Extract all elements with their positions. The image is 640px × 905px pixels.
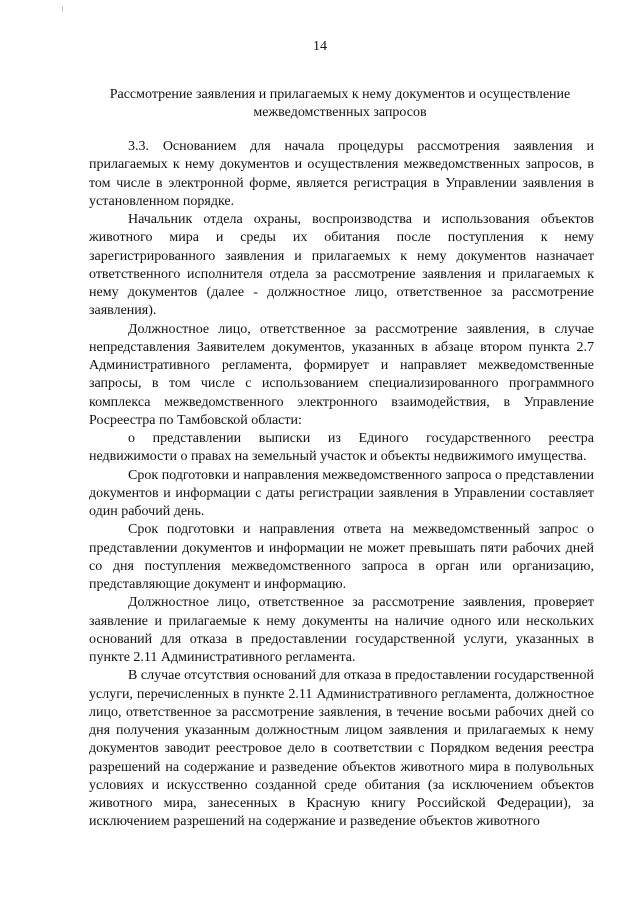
- paragraph: Должностное лицо, ответственное за рассмотрение заявления, проверяет заявление и прилагаемые к нему документы на наличие одного или нескольких оснований для отказа в предоставлении государственной услуги, указанных в пункте 2.11 Административного регламента.: [89, 595, 594, 665]
- heading-line: межведомственных запросов: [253, 105, 427, 120]
- section-heading: [80, 86, 600, 122]
- heading-line: Рассмотрение заявления и прилагаемых к нему документов и осуществление: [109, 87, 571, 102]
- paragraph: 3.3. Основанием для начала процедуры рассмотрения заявления и прилагаемых к нему документов и осуществления межведомственных запросов, в том числе в электронной форме, является регистрация в Управлении заявления в установленном порядке.: [89, 139, 594, 209]
- paragraph: Должностное лицо, ответственное за рассмотрение заявления, в случае непредставления Заявителем документов, указанных в абзаце втором пункта 2.7 Административного регламента, формирует и направляет межведомственные запросы, в том числе с использованием специализированного программного комплекса межведомственного электронного взаимодействия, в Управление Росреестра по Тамбовской области:: [89, 321, 594, 428]
- page-number: 14: [313, 39, 327, 54]
- paragraph: о представлении выписки из Единого государственного реестра недвижимости о правах на земельный участок и объекты недвижимого имущества.: [89, 431, 594, 465]
- paragraph: Начальник отдела охраны, воспроизводства и использования объектов животного мира и среды их обитания после поступления к нему зарегистрированного заявления и прилагаемых к нему документов назначает ответственного исполнителя отдела за рассмотрение заявления и прилагаемых к нему документов (далее - должностное лицо, ответственное за рассмотрение заявления).: [89, 212, 594, 319]
- paragraph: Срок подготовки и направления ответа на межведомственный запрос о представлении документов и информации не может превышать пяти рабочих дней со дня поступления межведомственного запроса в орган или организацию, представляющие документ и информацию.: [89, 522, 594, 592]
- scan-artifact: [62, 6, 63, 12]
- document-body: [89, 138, 594, 832]
- paragraph: В случае отсутствия оснований для отказа в предоставлении государственной услуги, перечисленных в пункте 2.11 Административного регламента, должностное лицо, ответственное за рассмотрение заявления, в течение восьми рабочих дней со дня получения указанным должностным лицом заявления и прилагаемых к нему документов заводит реестровое дело в соответствии с Порядком ведения реестра разрешений на содержание и разведение объектов животного мира в полувольных условиях и искусственно созданной среде обитания (за исключением объектов животного мира, занесенных в Красную книгу Российской Федерации), за исключением разрешений на содержание и разведение объектов животного: [89, 668, 594, 830]
- paragraph: Срок подготовки и направления межведомственного запроса о представлении документов и информации с даты регистрации заявления в Управлении составляет один рабочий день.: [89, 467, 594, 519]
